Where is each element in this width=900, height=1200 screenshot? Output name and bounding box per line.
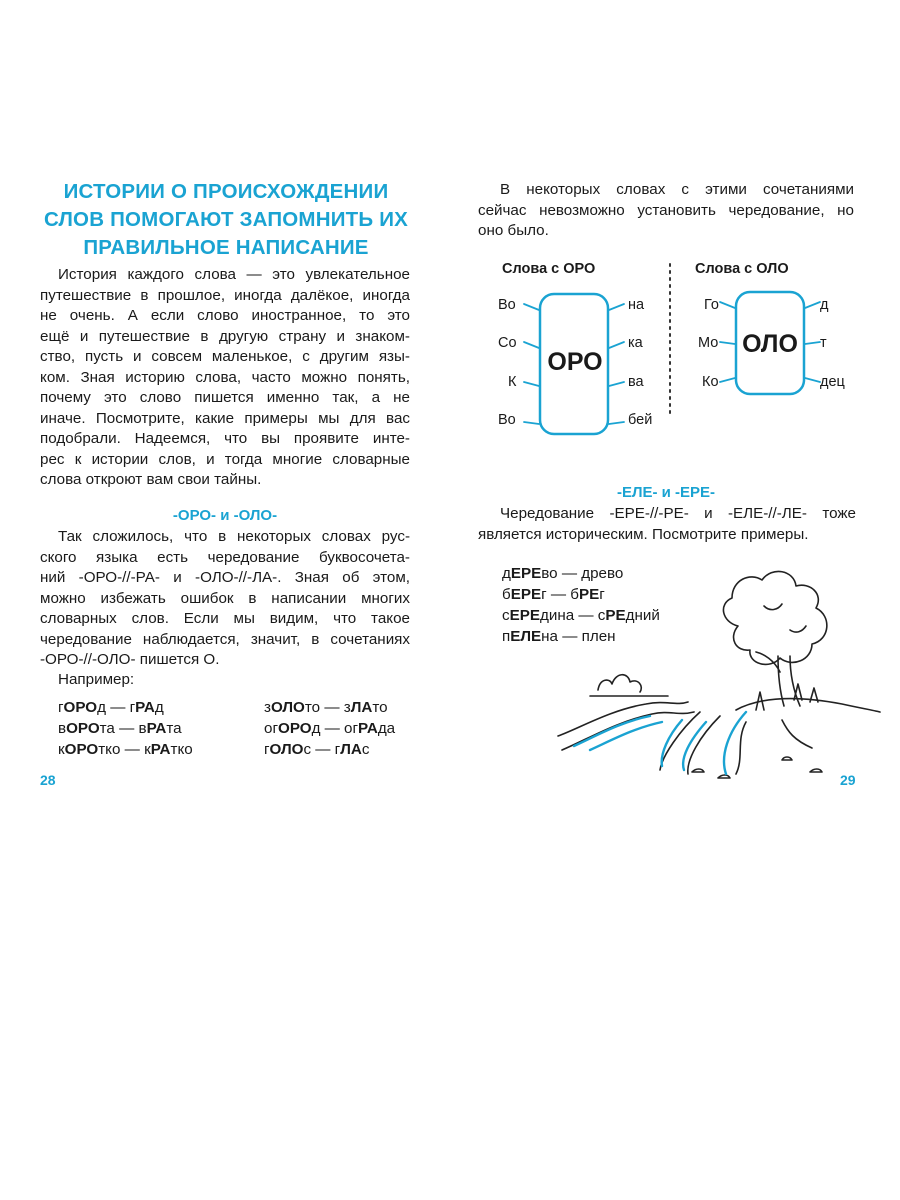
text-line: ского языка есть чередование буквосочета- (40, 548, 410, 566)
text-line: путешествие в прошлое, иногда далёкое, иногда (40, 286, 410, 304)
diagram-olo-right-item: д (820, 297, 829, 313)
example-pair: кОРОтко — кРАтко (58, 741, 193, 758)
diagram-separator (666, 262, 674, 416)
title-line: ПРАВИЛЬНОЕ НАПИСАНИЕ (83, 236, 369, 259)
diagram-oro-right-item: на (628, 297, 645, 313)
rule-paragraph (40, 527, 410, 671)
diagram-oro-left-item: Во (498, 412, 516, 428)
examples-column-right (264, 697, 395, 760)
text-line: сейчас невозможно установить чередование, но (478, 201, 854, 219)
example-pair: гОРОд — гРАд (58, 699, 164, 716)
right-rule-paragraph (478, 504, 856, 545)
diagram-oro-center: ОРО (547, 348, 603, 376)
right-intro-paragraph (478, 180, 854, 242)
section-subheading: -ЕЛЕ- и -ЕРЕ- (616, 484, 716, 501)
text-line: Чередование -ЕРЕ-//-РЕ- и -ЕЛЕ-//-ЛЕ- тоже (500, 505, 856, 522)
text-line: можно избежать ошибок в написании многих (40, 589, 410, 607)
diagram-oro-right-item: ка (628, 335, 643, 351)
text-line: Так сложилось, что в некоторых словах рус- (58, 528, 410, 545)
text-line: История каждого слова — это увлекательное (58, 266, 410, 283)
text-line: является историческим. Посмотрите примеры. (478, 525, 809, 543)
diagram-olo-label: Слова с ОЛО (695, 261, 789, 277)
diagram-oro-label: Слова с ОРО (502, 261, 596, 277)
section-subheading: -ОРО- и -ОЛО- (172, 507, 278, 524)
right-page (450, 0, 900, 1200)
text-line: не очень. А если слово иностранное, то это (40, 307, 410, 324)
diagram-olo-center: ОЛО (742, 330, 798, 358)
example-pair: дЕРЕво — древо (502, 565, 624, 582)
text-line: слова откроют вам свои тайны. (40, 471, 262, 488)
diagram-oro-right-item: бей (628, 412, 653, 428)
text-line: чередование наблюдается, значит, в сочетаниях (40, 630, 410, 648)
tree-river-illustration (550, 560, 890, 785)
examples-column-left (58, 697, 193, 760)
page-title (40, 178, 412, 262)
diagram-olo-left-item: Го (704, 297, 719, 313)
example-pair: гОЛОс — гЛАс (264, 741, 370, 758)
text-line: -ОРО-//-ОЛО- пишется О. (40, 651, 220, 668)
diagram-olo-right-item: дец (820, 374, 845, 390)
example-pair: сЕРЕдина — сРЕдний (502, 607, 660, 624)
text-line: В некоторых словах с этими сочетаниями (500, 181, 854, 198)
text-line: ком. Зная историю слова, часто можно понять, (40, 368, 410, 386)
example-pair: бЕРЕг — бРЕг (502, 586, 605, 603)
page-number: 29 (840, 772, 856, 788)
diagram-oro-right-item: ва (628, 374, 644, 390)
page-number: 28 (40, 772, 56, 788)
diagram-olo-right-item: т (820, 335, 827, 351)
text-line: ещё и путешествие в другую страну и знаком- (40, 327, 410, 345)
example-pair: вОРОта — вРАта (58, 720, 182, 737)
diagram-oro-left-item: К (508, 374, 517, 390)
text-line: иначе. Посмотрите, какие примеры мы для вас (40, 409, 410, 427)
example-pair: зОЛОто — зЛАто (264, 699, 388, 716)
text-line: рес к истории слов, и тогда многие словарные (40, 450, 410, 468)
text-line: ний -ОРО-//-РА- и -ОЛО-//-ЛА-. Зная об этом, (40, 569, 410, 586)
intro-paragraph (40, 265, 410, 491)
example-label (58, 670, 258, 691)
text-line: подобрали. Надеемся, что вы проявите инте- (40, 430, 410, 447)
diagram-olo-left-item: Мо (698, 335, 719, 351)
diagram-oro-left-item: Во (498, 297, 516, 313)
title-line: ИСТОРИИ О ПРОИСХОЖДЕНИИ (63, 180, 389, 203)
example-pair: пЕЛЕна — плен (502, 628, 616, 645)
text-line: ство, пусть и совсем маленькое, с другим язы- (40, 348, 410, 365)
text-line: почему это слово пишется именно так, а не (40, 389, 410, 406)
text-line: словарных слов. Если мы видим, что такое (40, 610, 410, 627)
diagram-olo-left-item: Ко (702, 374, 719, 390)
text-line: Например: (58, 671, 135, 688)
example-pair: огОРОд — огРАда (264, 720, 396, 737)
title-line: СЛОВ ПОМОГАЮТ ЗАПОМНИТЬ ИХ (43, 208, 409, 231)
text-line: оно было. (478, 222, 549, 239)
diagram-oro-left-item: Со (498, 335, 517, 351)
